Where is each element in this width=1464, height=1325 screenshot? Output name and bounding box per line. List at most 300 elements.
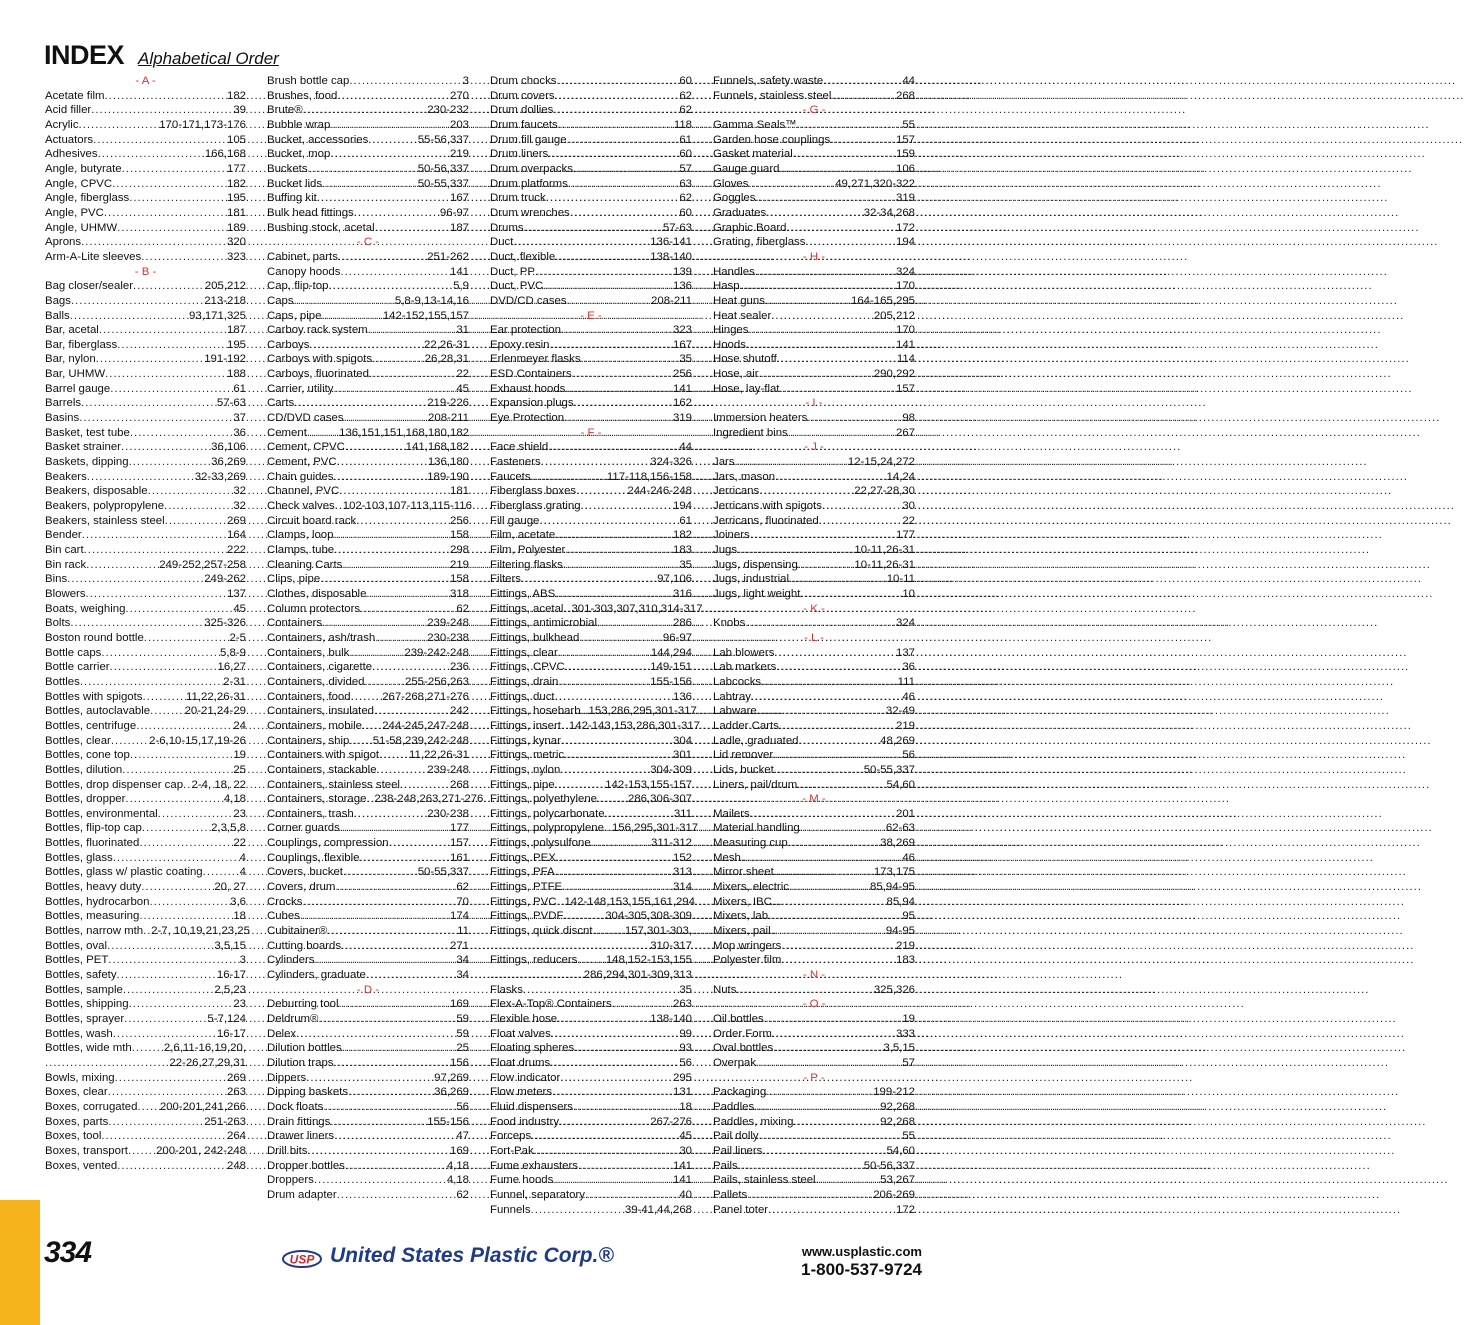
leader-dots bbox=[99, 323, 227, 338]
entry-pages: 318 bbox=[449, 587, 469, 600]
leader-dots bbox=[366, 968, 457, 983]
index-entry bbox=[713, 572, 915, 587]
entry-pages: 105 bbox=[226, 133, 246, 146]
entry-pages: 256 bbox=[672, 368, 692, 381]
entry-term: Boxes, clear bbox=[45, 1086, 108, 1099]
leader-dots bbox=[574, 1041, 679, 1056]
entry-term: Joiners bbox=[713, 529, 750, 542]
index-column-1 bbox=[45, 74, 250, 1173]
leader-dots bbox=[366, 792, 374, 807]
entry-term: Boxes, tool bbox=[45, 1130, 102, 1143]
entry-term: Flexible hose bbox=[490, 1013, 558, 1025]
leader-dots bbox=[341, 939, 450, 954]
leader-dots bbox=[612, 997, 673, 1012]
entry-pages: 10-11,26-31 bbox=[854, 544, 915, 556]
entry-pages: 32 bbox=[233, 500, 246, 513]
entry-pages: 295 bbox=[672, 1071, 692, 1084]
leader-dots bbox=[754, 1100, 880, 1115]
entry-term: Cement, PVC bbox=[267, 456, 337, 469]
index-entry bbox=[267, 411, 469, 426]
leader-dots bbox=[555, 690, 673, 705]
entry-pages: 39-41,44,268 bbox=[624, 1203, 692, 1216]
entry-pages: 24 bbox=[233, 719, 246, 732]
entry-term: Drum platforms bbox=[490, 177, 568, 190]
index-entry bbox=[267, 748, 469, 763]
entry-pages: 61 bbox=[233, 382, 246, 395]
entry-pages: 136 bbox=[672, 280, 692, 293]
index-entry bbox=[713, 1129, 915, 1144]
entry-pages: 18 bbox=[233, 910, 246, 923]
entry-term: Bottles, drop dispenser cap bbox=[45, 778, 184, 791]
index-entry bbox=[713, 455, 915, 470]
index-entry bbox=[490, 675, 692, 690]
leader-dots bbox=[531, 470, 607, 485]
index-entry bbox=[267, 103, 469, 118]
entry-pages: 4 bbox=[239, 866, 246, 879]
index-entry bbox=[267, 939, 469, 954]
entry-pages: 32 bbox=[233, 485, 246, 498]
entry-pages: 203 bbox=[449, 118, 469, 131]
index-entry bbox=[490, 924, 692, 939]
entry-pages: 3 bbox=[239, 954, 246, 967]
entry-term: Floating spheres bbox=[490, 1042, 575, 1055]
leader-dots bbox=[757, 704, 886, 719]
entry-term: Funnels, safety waste bbox=[713, 75, 824, 87]
letter-heading: - N - bbox=[802, 969, 826, 982]
leader-dots bbox=[746, 338, 896, 353]
entry-pages: 30 bbox=[679, 1144, 692, 1157]
leader-dots bbox=[105, 367, 227, 382]
entry-pages: 159 bbox=[895, 148, 915, 161]
leader-dots bbox=[747, 1188, 873, 1203]
entry-pages: 57 bbox=[902, 1056, 915, 1069]
index-entry bbox=[45, 792, 246, 807]
leader-dots bbox=[605, 807, 674, 822]
leader-dots bbox=[132, 1041, 164, 1056]
entry-term: Boxes, vented bbox=[45, 1159, 118, 1172]
index-entry bbox=[490, 851, 692, 866]
leader-dots bbox=[543, 279, 673, 294]
entry-pages: 183 bbox=[672, 544, 692, 556]
index-entry bbox=[267, 895, 469, 910]
entry-pages: 244-245,247-248 bbox=[382, 719, 469, 732]
letter-heading: - P - bbox=[803, 1071, 825, 1084]
entry-term: Goggles bbox=[713, 192, 756, 205]
index-entry bbox=[713, 939, 915, 954]
index-entry bbox=[713, 924, 915, 939]
entry-pages: 35 bbox=[679, 558, 692, 571]
index-entry bbox=[45, 646, 246, 661]
leader-dots bbox=[735, 455, 848, 470]
entry-pages: 177 bbox=[895, 529, 915, 542]
leader-dots bbox=[79, 411, 233, 426]
entry-term: Containers, bulk bbox=[267, 646, 350, 659]
index-entry bbox=[490, 616, 692, 631]
entry-pages: 208-211 bbox=[428, 412, 469, 425]
leader-dots bbox=[70, 616, 204, 631]
entry-pages: 56 bbox=[679, 1056, 692, 1069]
index-entry bbox=[45, 704, 246, 719]
leader-dots bbox=[548, 440, 679, 455]
entry-term: Duct, PVC bbox=[490, 280, 544, 293]
entry-term: Bags bbox=[45, 294, 71, 307]
entry-term: Blowers bbox=[45, 587, 86, 600]
usp-logo bbox=[282, 1248, 322, 1270]
index-entry bbox=[490, 895, 695, 910]
entry-pages: 157 bbox=[895, 382, 915, 395]
entry-term: Bottles, autoclavable bbox=[45, 705, 151, 718]
leader-dots bbox=[576, 484, 627, 499]
leader-dots bbox=[555, 89, 680, 104]
index-subtitle: Alphabetical Order bbox=[138, 49, 279, 68]
entry-term: Bolts bbox=[45, 617, 71, 630]
index-entry bbox=[267, 1173, 469, 1188]
entry-pages: 199-212 bbox=[873, 1086, 915, 1099]
entry-pages: 30 bbox=[902, 500, 915, 513]
entry-term: Beakers, polypropylene bbox=[45, 500, 165, 513]
leader-dots bbox=[781, 939, 896, 954]
entry-term: Couplings, flexible bbox=[267, 851, 360, 864]
leader-dots bbox=[741, 851, 902, 866]
entry-pages: 333 bbox=[895, 1027, 915, 1040]
entry-pages: 136 bbox=[672, 690, 692, 703]
entry-pages: 38,269 bbox=[880, 837, 915, 850]
index-entry bbox=[490, 514, 692, 529]
entry-term: Funnels bbox=[490, 1203, 531, 1216]
entry-term: Drum truck bbox=[490, 192, 546, 205]
index-entry bbox=[490, 1173, 692, 1188]
entry-pages: 20, 27 bbox=[214, 881, 246, 894]
entry-term: Knobs bbox=[713, 617, 746, 630]
entry-term: Pails bbox=[713, 1159, 738, 1172]
index-entry bbox=[490, 279, 692, 294]
entry-pages: 25 bbox=[233, 763, 246, 776]
entry-pages: 55 bbox=[902, 118, 915, 131]
index-entry bbox=[490, 807, 692, 822]
entry-term: Carboys with spigots bbox=[267, 353, 373, 366]
entry-term: Grating, fiberglass bbox=[713, 236, 806, 249]
entry-pages: 139 bbox=[672, 265, 692, 278]
entry-term: Cylinders bbox=[267, 954, 315, 967]
leader-dots bbox=[581, 352, 680, 367]
index-entry bbox=[45, 250, 246, 265]
entry-term: Forceps bbox=[490, 1130, 532, 1143]
entry-term: Drum faucets bbox=[490, 118, 558, 131]
entry-pages: 106 bbox=[895, 162, 915, 175]
leader-dots bbox=[328, 279, 453, 294]
entry-term: Jugs, dispensing bbox=[713, 558, 798, 571]
entry-term: Column protectors bbox=[267, 602, 361, 615]
entry-term: Bottles, shipping bbox=[45, 998, 129, 1011]
leader-dots bbox=[567, 294, 651, 309]
index-entry bbox=[490, 660, 692, 675]
index-entry bbox=[713, 1012, 915, 1027]
entry-term: Jars, mason bbox=[713, 470, 776, 483]
entry-pages: 3,6 bbox=[230, 895, 246, 908]
entry-pages: 114 bbox=[896, 353, 915, 366]
leader-dots bbox=[137, 1100, 159, 1115]
leader-dots bbox=[550, 1056, 679, 1071]
entry-pages: 267-268,271-276 bbox=[382, 690, 469, 703]
leader-dots bbox=[143, 690, 187, 705]
entry-pages: 238-248,263,271-276 bbox=[374, 793, 484, 806]
entry-pages: 2-5 bbox=[229, 631, 246, 644]
entry-pages: 47 bbox=[456, 1130, 469, 1143]
entry-term: Bottles, hydrocarbon bbox=[45, 895, 150, 908]
entry-term: Paddles, mixing bbox=[713, 1115, 794, 1128]
entry-pages: 172 bbox=[895, 1203, 915, 1216]
index-entry bbox=[490, 89, 692, 104]
leader-dots bbox=[318, 1012, 456, 1027]
leader-dots bbox=[71, 294, 204, 309]
index-entry bbox=[45, 660, 246, 675]
index-entry bbox=[713, 807, 915, 822]
website-url[interactable]: www.usplastic.com bbox=[801, 1244, 922, 1259]
entry-pages: 22 bbox=[456, 368, 469, 381]
entry-term: Bulk head fittings bbox=[267, 206, 354, 219]
index-entry bbox=[267, 133, 469, 148]
index-entry bbox=[713, 865, 915, 880]
entry-term: Float valves bbox=[490, 1027, 551, 1040]
accent-bar bbox=[0, 1200, 40, 1325]
entry-pages: 239-248 bbox=[427, 763, 469, 776]
leader-dots bbox=[96, 352, 205, 367]
leader-dots bbox=[555, 250, 650, 265]
leader-dots bbox=[553, 1173, 673, 1188]
index-entry bbox=[45, 133, 246, 148]
entry-term: Lids, bucket bbox=[713, 763, 774, 776]
index-entry bbox=[45, 352, 246, 367]
index-entry bbox=[45, 909, 246, 924]
entry-pages: 95 bbox=[902, 910, 915, 923]
entry-term: Cutting boards bbox=[267, 939, 342, 952]
index-entry bbox=[267, 792, 484, 807]
leader-dots bbox=[314, 953, 456, 968]
entry-pages: 40 bbox=[679, 1188, 692, 1201]
index-entry bbox=[490, 455, 692, 470]
entry-term: Bottles, dropper bbox=[45, 793, 126, 806]
leader-dots bbox=[368, 133, 417, 148]
leader-dots bbox=[830, 133, 896, 148]
entry-term: Jugs, industrial bbox=[713, 573, 789, 586]
index-entry bbox=[45, 851, 246, 866]
index-entry bbox=[490, 411, 692, 426]
entry-term: Fluid dispensers bbox=[490, 1100, 573, 1113]
entry-pages: 111 bbox=[897, 675, 915, 688]
entry-term: Film, acetate bbox=[490, 529, 556, 542]
entry-pages: 239-242-248 bbox=[404, 646, 469, 659]
letter-heading: - A - bbox=[135, 75, 156, 87]
index-entry bbox=[713, 1041, 915, 1056]
index-entry bbox=[490, 748, 692, 763]
index-entry bbox=[490, 543, 692, 558]
entry-pages: 170-171,173-176 bbox=[159, 118, 246, 131]
index-entry bbox=[713, 909, 915, 924]
entry-term: Fill gauge bbox=[490, 514, 540, 527]
leader-dots bbox=[296, 1027, 456, 1042]
leader-dots bbox=[130, 748, 233, 763]
entry-term: Fiberglass boxes bbox=[490, 485, 577, 498]
index-entry bbox=[713, 953, 915, 968]
index-entry bbox=[267, 968, 469, 983]
entry-term: Faucets bbox=[490, 470, 531, 483]
leader-dots bbox=[317, 191, 450, 206]
leader-dots bbox=[805, 235, 896, 250]
index-entry bbox=[490, 440, 692, 455]
entry-term: Fittings, kynar bbox=[490, 734, 561, 747]
entry-pages: 59 bbox=[456, 1027, 469, 1040]
entry-term: Carrier, utility bbox=[267, 382, 334, 395]
entry-term: Hose, air bbox=[713, 368, 759, 381]
entry-term: Film, Polyester bbox=[490, 544, 566, 556]
leader-dots bbox=[578, 1159, 673, 1174]
entry-term: Bucket, mop bbox=[267, 148, 331, 161]
entry-term: Beakers, stainless steel bbox=[45, 514, 165, 527]
leader-dots bbox=[339, 997, 450, 1012]
letter-heading: - C - bbox=[356, 236, 380, 249]
index-entry bbox=[713, 1027, 915, 1042]
entry-pages: 298 bbox=[449, 544, 469, 556]
leader-dots bbox=[86, 587, 227, 602]
entry-term: Couplings, compression bbox=[267, 837, 389, 850]
entry-term: Float drums bbox=[490, 1056, 551, 1069]
index-entry bbox=[713, 851, 915, 866]
entry-term: Fittings, bulkhead bbox=[490, 631, 580, 644]
entry-term: Bottles, narrow mth bbox=[45, 925, 144, 938]
leader-dots bbox=[333, 528, 450, 543]
entry-pages: 16-17 bbox=[216, 1027, 246, 1040]
leader-dots bbox=[548, 147, 679, 162]
index-entry bbox=[267, 909, 469, 924]
entry-pages: 57-63 bbox=[216, 397, 246, 410]
index-entry bbox=[713, 323, 915, 338]
entry-pages: 93 bbox=[679, 1042, 692, 1055]
index-entry bbox=[45, 895, 246, 910]
entry-term: Jerricans with spigots bbox=[713, 500, 822, 513]
leader-dots bbox=[354, 206, 440, 221]
entry-term: Drum liners bbox=[490, 148, 549, 161]
leader-dots bbox=[780, 162, 896, 177]
entry-term: Basket strainer bbox=[45, 441, 121, 454]
entry-pages: 141,168,182 bbox=[405, 441, 469, 454]
entry-pages: 201 bbox=[895, 807, 915, 820]
leader-dots bbox=[764, 1012, 903, 1027]
entry-pages: 323 bbox=[672, 324, 692, 337]
leader-dots bbox=[789, 572, 887, 587]
entry-term: ESD Containers bbox=[490, 368, 572, 381]
entry-pages: 304 bbox=[672, 734, 692, 747]
leader-dots bbox=[302, 895, 456, 910]
leader-dots bbox=[150, 704, 184, 719]
entry-pages: 319 bbox=[672, 412, 692, 425]
entry-term: Oval bottles bbox=[713, 1042, 774, 1055]
entry-pages: 219 bbox=[895, 719, 915, 732]
entry-term: Pallets bbox=[713, 1188, 748, 1201]
entry-term: Fittings, clear bbox=[490, 646, 558, 659]
entry-term: Drum wrenches bbox=[490, 206, 570, 219]
leader-dots bbox=[797, 118, 903, 133]
index-entry bbox=[490, 221, 692, 236]
leader-dots bbox=[342, 558, 450, 573]
index-entry bbox=[267, 675, 469, 690]
index-entry bbox=[45, 1129, 246, 1144]
leader-dots bbox=[327, 924, 457, 939]
entry-pages: 141 bbox=[672, 1174, 692, 1187]
leader-dots bbox=[158, 807, 234, 822]
leader-dots bbox=[379, 748, 409, 763]
entry-pages: 62 bbox=[456, 602, 469, 615]
entry-pages: 149-151 bbox=[650, 661, 692, 674]
entry-term: Angle, fiberglass bbox=[45, 192, 130, 205]
entry-term: Lid remover bbox=[713, 749, 774, 762]
index-entry bbox=[267, 1159, 469, 1174]
leader-dots bbox=[781, 953, 896, 968]
leader-dots bbox=[339, 484, 450, 499]
entry-pages: 137 bbox=[895, 646, 915, 659]
index-entry bbox=[45, 748, 246, 763]
entry-term: Fittings, pipe bbox=[490, 778, 555, 791]
entry-pages: 45 bbox=[679, 1130, 692, 1143]
index-entry bbox=[490, 602, 703, 617]
index-entry bbox=[267, 1188, 469, 1203]
index-entry bbox=[713, 338, 915, 353]
entry-pages: 188 bbox=[226, 368, 246, 381]
entry-term: Deldrum® bbox=[267, 1013, 319, 1025]
index-entry bbox=[490, 265, 692, 280]
entry-pages: 45 bbox=[233, 602, 246, 615]
index-entry bbox=[490, 792, 692, 807]
entry-term: Mixers, IBC bbox=[713, 895, 772, 908]
index-entry bbox=[713, 294, 915, 309]
index-entry bbox=[267, 763, 469, 778]
entry-term: Droppers bbox=[267, 1174, 314, 1187]
letter-heading: - M - bbox=[802, 793, 826, 806]
index-entry bbox=[490, 968, 692, 983]
entry-term: Bottles, fluorinated bbox=[45, 837, 140, 850]
leader-dots bbox=[314, 1173, 447, 1188]
entry-pages: 2-7, 10,19,21,23,25 bbox=[151, 925, 250, 938]
entry-pages: 183 bbox=[895, 954, 915, 967]
leader-dots bbox=[771, 924, 886, 939]
leader-dots bbox=[93, 133, 227, 148]
leader-dots bbox=[306, 1071, 434, 1086]
entry-term: Fittings, polysulfone bbox=[490, 837, 591, 850]
entry-pages: 62 bbox=[679, 104, 692, 117]
index-entry bbox=[45, 587, 246, 602]
entry-pages: 167 bbox=[449, 192, 469, 205]
leader-dots bbox=[556, 851, 673, 866]
leader-dots bbox=[819, 514, 903, 529]
leader-dots bbox=[110, 660, 218, 675]
entry-term: Check valves bbox=[267, 500, 335, 513]
index-entry bbox=[490, 734, 692, 749]
entry-term: Carts bbox=[267, 397, 295, 410]
entry-term: Ladle, graduated bbox=[713, 734, 799, 747]
index-column-4 bbox=[713, 74, 915, 1217]
entry-term: Fittings, polyethylene bbox=[490, 793, 598, 806]
entry-term: Garden hose couplings bbox=[713, 133, 831, 146]
entry-pages: 36 bbox=[902, 661, 915, 674]
leader-dots bbox=[164, 499, 233, 514]
index-entry bbox=[45, 221, 246, 236]
entry-term: Baskets, dipping bbox=[45, 456, 129, 469]
entry-pages: 2-6,10-15,17,19-26 bbox=[149, 734, 246, 747]
entry-term: Balls bbox=[45, 309, 70, 322]
leader-dots bbox=[294, 294, 395, 309]
entry-pages: 182 bbox=[226, 89, 246, 102]
index-entry bbox=[490, 162, 692, 177]
index-entry bbox=[45, 1027, 246, 1042]
